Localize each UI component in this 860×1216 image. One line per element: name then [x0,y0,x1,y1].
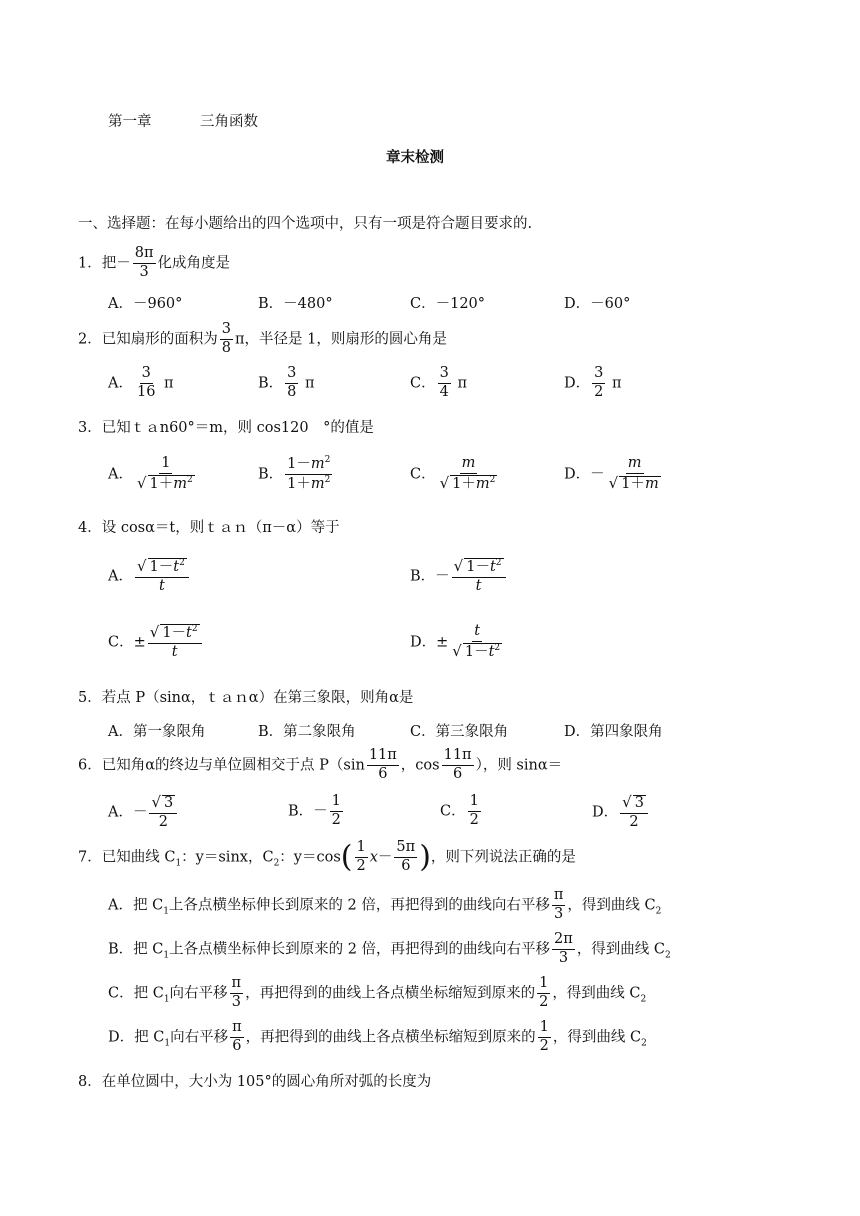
q6-option-d[interactable]: D． $\frac{√ 3}{2}$ [592,794,650,831]
q7-option-d[interactable]: D．把 $C_1$向右平移 $\frac{\pi}{6}$ ，再把得到的曲线上各点横坐标缩短到原来的 $\frac{1}{2}$ ，得到曲线 $C_2$ [108,1019,647,1054]
q1-option-d[interactable]: D．－60° [564,296,631,312]
q2-option-a[interactable]: A． $\frac{3}{16}$ π [108,365,174,400]
q3-option-c[interactable]: C． $\frac{m}{√ 1+m^2}$ [410,455,496,492]
q2-option-d[interactable]: D． $\frac{3}{2}$ π [564,365,622,400]
q5-option-c[interactable]: C．第三象限角 [410,724,509,740]
question-7: 7．已知曲线 $C_1$：y＝sinx，$C_2$：y＝cos( $\frac{1}{2}$ x－ $\frac{5\pi}{6}$ )，则下列说法正确的是 [78,839,576,875]
q6-option-a[interactable]: A．－ $\frac{√ 3}{2}$ [108,794,179,831]
section-title: 章末检测 [386,150,444,166]
q1-fraction: $\frac{8\pi}{3}$ [134,245,154,280]
q1-option-b[interactable]: B．－480° [258,296,333,312]
question-5: 5．若点 P（sinα，ｔａｎα）在第三象限，则角α是 [78,690,414,706]
question-8: 8．在单位圆中，大小为 105°的圆心角所对弧的长度为 [78,1074,432,1090]
q4-option-c[interactable]: C．± $\frac{√ 1-t^2}{t}$ [108,624,204,661]
q3-option-a[interactable]: A． $\frac{1}{√ 1+m^2}$ [108,455,193,492]
q2-option-c[interactable]: C． $\frac{3}{4}$ π [410,365,467,400]
q2-fraction: $\frac{3}{8}$ [221,321,231,356]
q7-option-b[interactable]: B．把 $C_1$上各点横坐标伸长到原来的 2 倍，再把得到的曲线向右平移 $\frac{2\pi}{3}$ ，得到曲线 $C_2$ [108,931,671,966]
q5-option-b[interactable]: B．第二象限角 [258,724,356,740]
q2-option-b[interactable]: B． $\frac{3}{8}$ π [258,365,315,400]
question-2: 2．已知扇形的面积为 $\frac{3}{8}$ π，半径是 1，则扇形的圆心角是 [78,321,447,356]
q7-option-c[interactable]: C．把 $C_1$向右平移 $\frac{\pi}{3}$ ，再把得到的曲线上各点横坐标缩短到原来的 $\frac{1}{2}$ ，得到曲线 $C_2$ [108,975,647,1010]
q5-option-a[interactable]: A．第一象限角 [108,724,206,740]
chapter-title: 三角函数 [200,114,258,130]
q4-option-d[interactable]: D．± $\frac{t}{√ 1-t^2}$ [410,623,501,660]
q4-option-a[interactable]: A． $\frac{√ 1-t^2}{t}$ [108,558,191,595]
q4-option-b[interactable]: B．－ $\frac{√ 1-t^2}{t}$ [410,558,508,595]
question-6: 6．已知角α的终边与单位圆相交于点 P（sin $\frac{11\pi}{6}$ ，cos $\frac{11\pi}{6}$ ），则 sinα＝ [78,747,563,782]
q7-option-a[interactable]: A．把 $C_1$上各点横坐标伸长到原来的 2 倍，再把得到的曲线向右平移 $\frac{\pi}{3}$ ，得到曲线 $C_2$ [108,887,662,922]
question-3: 3．已知ｔａn60°＝m，则 cos120 °的值是 [78,420,374,436]
q3-option-b[interactable]: B． $\frac{1-m^2}{1+m^2}$ [258,455,331,492]
q1-option-c[interactable]: C．－120° [410,296,486,312]
question-1: 1．把－ $\frac{8\pi}{3}$ 化成角度是 [78,245,230,280]
q3-option-d[interactable]: D．－ $\frac{m}{√ 1+m}$ [564,455,659,492]
q1-stem: 1．把－ [78,255,131,272]
q5-option-d[interactable]: D．第四象限角 [564,724,663,740]
chapter-label: 第一章 [108,114,152,130]
q1-option-a[interactable]: A．－960° [108,296,183,312]
part-heading: 一、选择题：在每小题给出的四个选项中，只有一项是符合题目要求的. [78,216,533,232]
question-4: 4．设 cosα＝t，则ｔａｎ（π－α）等于 [78,520,340,536]
q6-option-b[interactable]: B．－ $\frac{1}{2}$ [288,793,341,828]
q6-option-c[interactable]: C． $\frac{1}{2}$ [440,793,479,828]
